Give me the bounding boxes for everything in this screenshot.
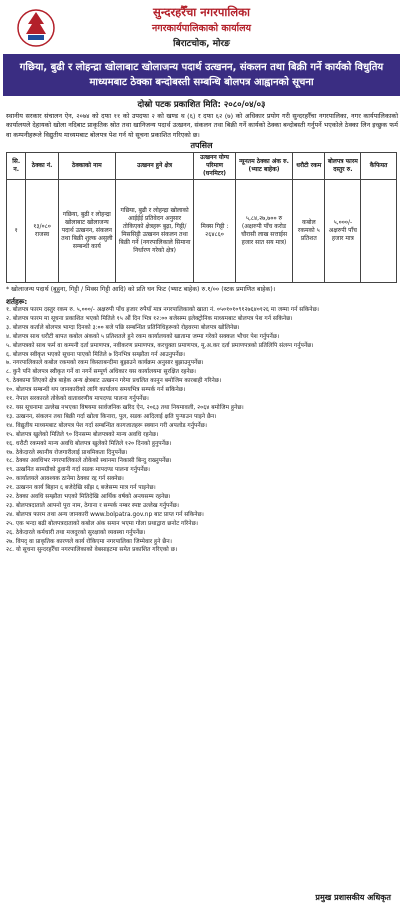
condition-item: १३. उत्खनन, संकलन तथा बिक्री गर्दा खोला किनारा, पुल, सडक आदिलाई क्षति पुर्‍याउन पाइने छैन। — [6, 413, 217, 420]
condition-item: १. बोलपत्र फारम दस्तुर रकम रु. ५,०००/- अक्षरुपी पाँच हजार रुपैयाँ मात्र नगरपालिकाको खाता नं. ०५०१०१०९१२७६४०१२६ मा जम्मा गर्न सकिनेछ। — [6, 307, 319, 313]
column-header: कैफियत — [361, 153, 397, 180]
condition-item: ४. बोलपत्र साथ धरौटी बापत कबोल अंकको ५ प्रतिशतले हुने रकम कार्यालयको खातामा जम्मा गरेको सक्कल भौचर पेश गर्नुपर्नेछ। — [6, 333, 280, 340]
column-header: धरौटी रकम — [293, 153, 325, 180]
column-header: ठेक्काको नाम — [58, 153, 115, 180]
conditions-list — [6, 307, 398, 556]
publication-date: दोस्रो पटक प्रकाशित मिति: २०८०/०४/०३ — [137, 100, 266, 110]
condition-item: २३. बोलपत्रदाताले आफ्नो पूरा नाम, ठेगाना र सम्पर्क नम्बर स्पष्ट उल्लेख गर्नुपर्नेछ। — [6, 502, 179, 509]
intro-paragraph: स्थानीय सरकार संचालन ऐन, २०७४ को दफा ११ को उपदफा २ को खण्ड थ (६) र दफा ६२ (७) को अधिकार प्रयोग गरी सुन्दरहरैँचा नगरपालिका, नगर कार्यपालिकाको कार्यालयले देहायको खोला नदिबाट प्राकृतिक स्रोत तथा खानिजन्य पदार्थ उत्खनन, संकलन तथा बिक्री गर्ने कार्यको ठेक्का बन्दोबस्ती गर्नुपर्ने भएकोले ठेक्का लिन इच्छुक फर्म वा कम्पनीहरूले विद्युतीय माध्यमबाट बोलपत्र पेश गर्न यो सूचना प्रकाशित गरिएको छ। — [6, 112, 398, 139]
rate-note: * खोलाजन्य पदार्थ (बुहुना, गिट्टी / मिक्स गिट्टी आदि) को प्रति घन फिट (भ्याट बाहेक) रु.१/०० (स्टक प्रमाणित बाहेक)। — [6, 286, 276, 293]
condition-item: १६. धरौटी रकमको मान्य अवधि बोलपत्र खुलेको मितिले १२० दिनको हुनुपर्नेछ। — [6, 440, 172, 447]
condition-item: १२. यस सूचनामा उल्लेख नभएका विषयमा सार्वजनिक खरिद ऐन, २०६३ तथा नियमावली, २०६४ बमोजिम हुनेछ। — [6, 404, 244, 411]
table-cell — [361, 180, 397, 283]
conditions-heading: शर्तहरू: — [6, 297, 28, 306]
table-cell: ५,०००/- अक्षरुपी पाँच हजार मात्र — [325, 180, 361, 283]
notice-title-banner — [3, 54, 400, 96]
condition-item: ३. बोलपत्र कर्ताले बोलपत्र भाग्दा दिनको ३:०० बजे पछि सम्बन्धित प्रतिनिधिहरूको रोहवरमा बोलपत्र खोलिनेछ। — [6, 324, 240, 331]
table-cell: कबोल रकमको ५ प्रतिशत — [293, 180, 325, 283]
condition-item: ६. बोलपत्र स्वीकृत भएको सूचना पाएको मितिले ७ दिनभित्र सम्झौता गर्न आउनुपर्नेछ। — [6, 351, 185, 358]
table-cell: गछिया, बुढी र लोहन्द्रा खोलाको आईईई प्रतिवेदन अनुसार तोकिएको क्षेत्रहरू बुढ़ा, गिट्टी/मिससिट्टी उत्खनन संकलन तथा बिक्री गर्ने (नगरपालिकाले सिमाना निर्धारण गरेको क्षेत्र) — [115, 180, 193, 283]
notice-title-line1: गछिया, बुढी र लोहन्द्रा खोलाबाट खोलाजन्य पदार्थ उत्खनन, संकलन तथा बिक्री गर्ने कार्यको विधुतिय — [19, 62, 384, 73]
condition-item: ९. ठेक्कामा लिएको क्षेत्र बाहेक अन्य क्षेत्रबाट उत्खनन गरेमा प्रचलित कानुन बमोजिम कारबाही गरिनेछ। — [6, 378, 222, 385]
condition-item: २२. ठेक्का अवधि सम्झौता भएको मितिदेखि आर्थिक वर्षको अन्त्यसम्म रहनेछ। — [6, 494, 171, 501]
condition-item: ७. नगरपालिकाले कबोल रकमको रकम किस्ताबन्दीमा बुझाउने कार्यक्रम अनुसार बुझाउनुपर्नेछ। — [6, 360, 204, 367]
org-name: सुन्दरहरैँचा नगरपालिका — [153, 5, 250, 19]
schedule-table — [6, 152, 397, 283]
table-cell: मिक्स गिट्टी : २६४८६० — [194, 180, 236, 283]
condition-item: २०. कार्यालयले आवश्यक ठानेमा ठेक्का रद्द गर्न सक्नेछ। — [6, 476, 124, 483]
condition-item: १९. उत्खनित सामग्रीको ढुवानी गर्दा सडक मापदण्ड पालना गर्नुपर्नेछ। — [6, 467, 150, 474]
condition-item: २. बोलपत्र फारम मा सूचना प्रकाशित भएको मितिले १५ औं दिन भित्र १२:०० बजेसम्म इलेक्ट्रोनिक माध्यमबाट बोलपत्र पेश गर्न सकिनेछ। — [6, 315, 293, 322]
condition-item: २५. एक भन्दा बढी बोलपत्रदाताको कबोल अंक समान भएमा गोला प्रथाद्वारा छनोट गरिनेछ। — [6, 520, 198, 527]
condition-item: १४. विद्युतीय माध्यमबाट बोलपत्र पेश गर्दा सम्बन्धित कागजातहरू स्क्यान गरी अपलोड गर्नुपर्नेछ। — [6, 422, 207, 429]
table-cell: ५,८४,२७,७०० रु (अक्षरुपी पाँच करोड चौरासी लाख सत्ताईस हजार सात सय मात्र) — [235, 180, 292, 283]
notice-title-line2: माध्यमबाट ठेक्का बन्दोबस्ती सम्बन्धि बोलपत्र आह्वानको सूचना — [89, 77, 314, 88]
condition-item: ५. बोलपत्रको साथ फर्म वा कम्पनी दर्ता प्रमाणपत्र, नवीकरण प्रमाणपत्र, करचुक्ता प्रमाणपत्र, मू.अ.कर दर्ता प्रमाणपत्रको प्रतिलिपि संलग्न गर्नुपर्नेछ। — [6, 342, 314, 349]
condition-item: २१. उत्खनन कार्य बिहान ६ बजेदेखि साँझ ६ बजेसम्म मात्र गर्न पाइनेछ। — [6, 485, 156, 492]
column-header: ठेक्का नं. — [26, 153, 58, 180]
condition-item: २६. ठेकेदारले कर्मचारी तथा मजदुरको सुरक्षाको व्यवस्था गर्नुपर्नेछ। — [6, 529, 146, 536]
office-location: बिराटचोक, मोरङ — [173, 39, 230, 49]
table-cell: गछिया, बुढी र लोहन्द्रा खोलाबाट खोलाजन्य पदार्थ उत्खनन, संकलन तथा बिक्री शुल्क असुली सम्बन्धी कार्य — [58, 180, 115, 283]
table-row — [7, 180, 397, 283]
table-cell: १ — [7, 180, 26, 283]
condition-item: २४. बोलपत्र फारम तथा अन्य जानकारी www.bolpatra.gov.np बाट प्राप्त गर्न सकिनेछ। — [6, 511, 204, 518]
column-header: सि. न. — [7, 153, 26, 180]
condition-item: १०. बोलपत्र सम्बन्धी थप जानकारीको लागि कार्यालय समयभित्र सम्पर्क गर्न सकिनेछ। — [6, 387, 186, 394]
table-header-row — [7, 153, 397, 180]
condition-item: २८. यो सूचना सुन्दरहरैँचा नगरपालिकाको वेबसाइटमा समेत प्रकाशित गरिएको छ। — [6, 547, 178, 554]
column-header: बोलपत्र फारम दस्तुर रु. — [325, 153, 361, 180]
condition-item: १८. ठेक्का अवधिभर नगरपालिकाले तोकेको स्थानमा निकासी बिन्दु राख्नुपर्नेछ। — [6, 458, 172, 465]
condition-item: ८. कुनै पनि बोलपत्र स्वीकृत गर्ने वा नगर्ने सम्पूर्ण अधिकार यस कार्यालयमा सुरक्षित रहनेछ। — [6, 369, 196, 376]
table-cell: १३/०८० राजस्व — [26, 180, 58, 283]
column-header: उत्खनन योग्य परिमाण (घनमिटर) — [194, 153, 236, 180]
condition-item: १७. ठेकेदारले स्थानीय रोजगारीलाई प्राथमिकता दिनुपर्नेछ। — [6, 449, 128, 456]
office-name: नगरकार्यपालिकाको कार्यालय — [151, 23, 252, 34]
schedule-label: तपसिल — [190, 141, 213, 150]
column-header: उत्खनन हुने क्षेत्र — [115, 153, 193, 180]
condition-item: २७. विपद् वा प्राकृतिक कारणले कार्य रोकिएमा नगरपालिका जिम्मेवार हुने छैन। — [6, 538, 172, 545]
condition-item: ११. नेपाल सरकारले तोकेको वातावरणीय मापदण्ड पालना गर्नुपर्नेछ। — [6, 396, 149, 403]
signatory-title: प्रमुख प्रशासकीय अधिकृत — [315, 893, 391, 902]
column-header: न्यूनतम ठेक्का अंक रु. (भ्याट बाहेक) — [235, 153, 292, 180]
condition-item: १५. बोलपत्र खुलेको मितिले ९० दिनसम्म बोलपत्रको मान्य अवधि रहनेछ। — [6, 431, 159, 438]
